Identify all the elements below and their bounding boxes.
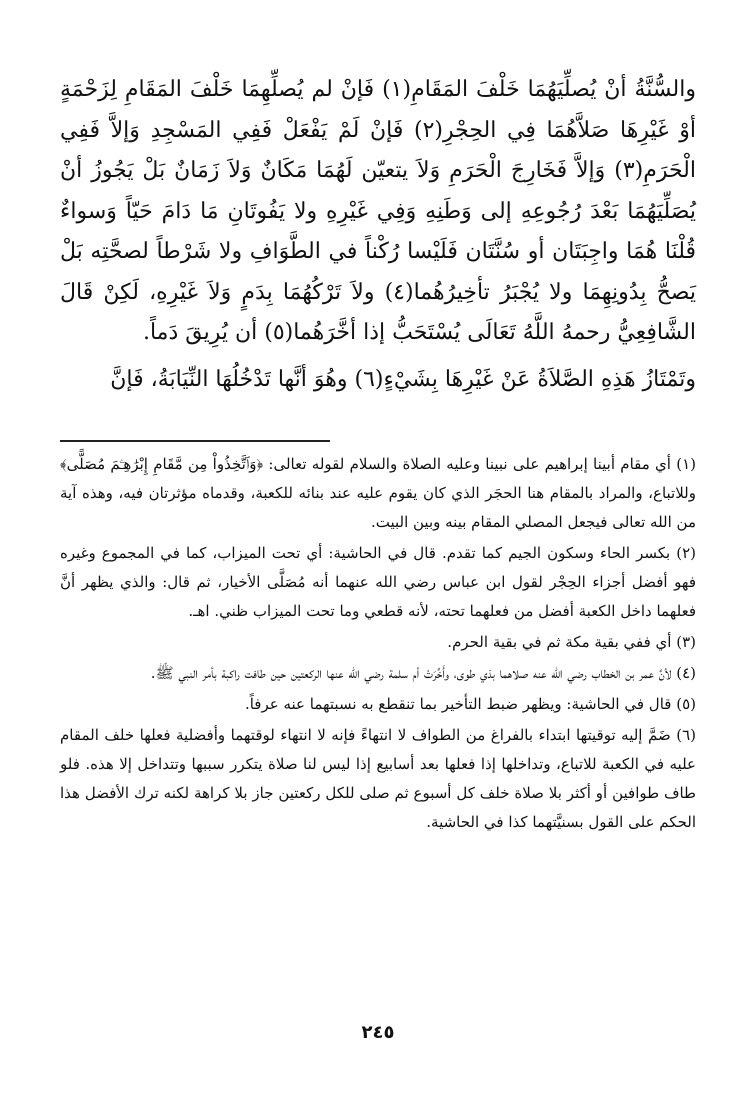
footnote-3: (٣) أي ففي بقية مكة ثم في بقية الحرم.	[447, 633, 696, 651]
footnote-5: (٥) قال في الحاشية: ويظهر ضبط التأخير بما تنقطع به نسبتهما عنه عرفاً.	[244, 695, 696, 713]
footnote-4: (٤) لأنَّ عمر بن الخطاب رضي الله عنه صلاهما بذي طوى، وأَخَّرَتْ أم سلمة رضي الله عنها الركعتين حين طافت راكبة بأمر النبي ﷺ.	[150, 664, 696, 682]
page-number: ٢٤٥	[361, 1022, 395, 1043]
main-paragraph: وتَمْتَازُ هَذِهِ الصَّلاَةُ عَنْ غَيْرِهَا بِشَيْءٍ(٦) وهُوَ أنَّها تَدْخُلُهَا النِّيَابَةُ، فَإنَّ	[110, 366, 696, 392]
footnote-6: (٦) ضَمَّ إليه توقيتها ابتداء بالفراغ من الطواف لا انتهاءً فإنه لا انتهاء لوقتهما وأفضلية فعلها خلف المقام عليه في الكعبة للاتباع، وتداخلها إذا فعلها بعد أسابيع إذا ليس لنا صلاة يتكرر سببها وتتداخل إلا هذه. فلو طاف طوافين أو أكثر بلا صلاة خلف كل أسبوع ثم صلى للكل ركعتين جاز بلا كراهة لكنه ترك الأفضل هذا الحكم على القول بسنيَّتهما كذا في الحاشية.	[60, 726, 696, 831]
footnote-separator	[60, 440, 330, 442]
footnote-1: (١) أي مقام أبينا إبراهيم على نبينا وعليه الصلاة والسلام لقوله تعالى: ﴿وَٱتَّخِذُواْ مِن مَّقَامِ إِبْرَٰهِـۧمَ مُصَلًّى﴾ وللاتباع، والمراد بالمقام هنا الحجَر الذي كان يقوم عليه عند بنائه للكعبة، وقدماه مؤثرتان فيه، وهذه آية من الله تعالى فيجعل المصلي المقام بينه وبين البيت.	[60, 455, 696, 531]
main-text	[60, 70, 696, 400]
main-paragraph: والسُّنَّةُ أنْ يُصلِّيَهُمَا خَلْفَ المَقَامِ(١) فَإنْ لم يُصلِّهِمَا خَلْفَ المَقَامِ لِزَحْمَةٍ أوْ غَيْرِهَا صَلاَّهُمَا فِي الحِجْرِ(٢) فَإنْ لَمْ يَفْعَلْ فَفِي المَسْجِدِ وَإلاَّ فَفِي الْحَرَمِ(٣) وَإلاَّ فَخَارِجَ الْحَرَمِ وَلاَ يتعيّن لَهُمَا مَكَانٌ وَلاَ زَمَانٌ بَلْ يَجُوزُ أنْ يُصَلِّيَهُمَا بَعْدَ رُجُوعِهِ إلى وَطَنِهِ وَفِي غَيْرِهِ ولا يَفُوتَانِ مَا دَامَ حَيّاً وَسواءٌ قُلْنَا هُمَا واجِبَتَان أو سُنَّتَان فَلَيْسا رُكْناً في الطَّوَافِ ولا شَرْطاً لصحَّتِه بَلْ يَصحُّ بِدُونِهِمَا ولا يُجْبَرُ تأخِيرُهُما(٤) ولاَ تَرْكُهُمَا بِدَمٍ وَلاَ غَيْرِهِ، لَكِنْ قَالَ الشَّافِعِيُّ رحمهُ اللَّهُ تَعَالَى يُسْتَحَبُّ إذا أخَّرَهُما(٥) أن يُرِيقَ دَماً.	[60, 77, 696, 345]
footnote-2: (٢) بكسر الحاء وسكون الجيم كما تقدم. قال في الحاشية: أي تحت الميزاب، كما في المجموع وغيره فهو أفضل أجزاء الحِجْر لقول ابن عباس رضي الله عنهما أنه مُصَلَّى الأخيار، ثم قال: والذي يظهر أنَّ فعلهما داخل الكعبة أفضل من فعلهما تحته، لأنه قطعي وما تحت الميزاب ظني. اهـ.	[60, 544, 696, 620]
footnotes	[60, 450, 696, 839]
